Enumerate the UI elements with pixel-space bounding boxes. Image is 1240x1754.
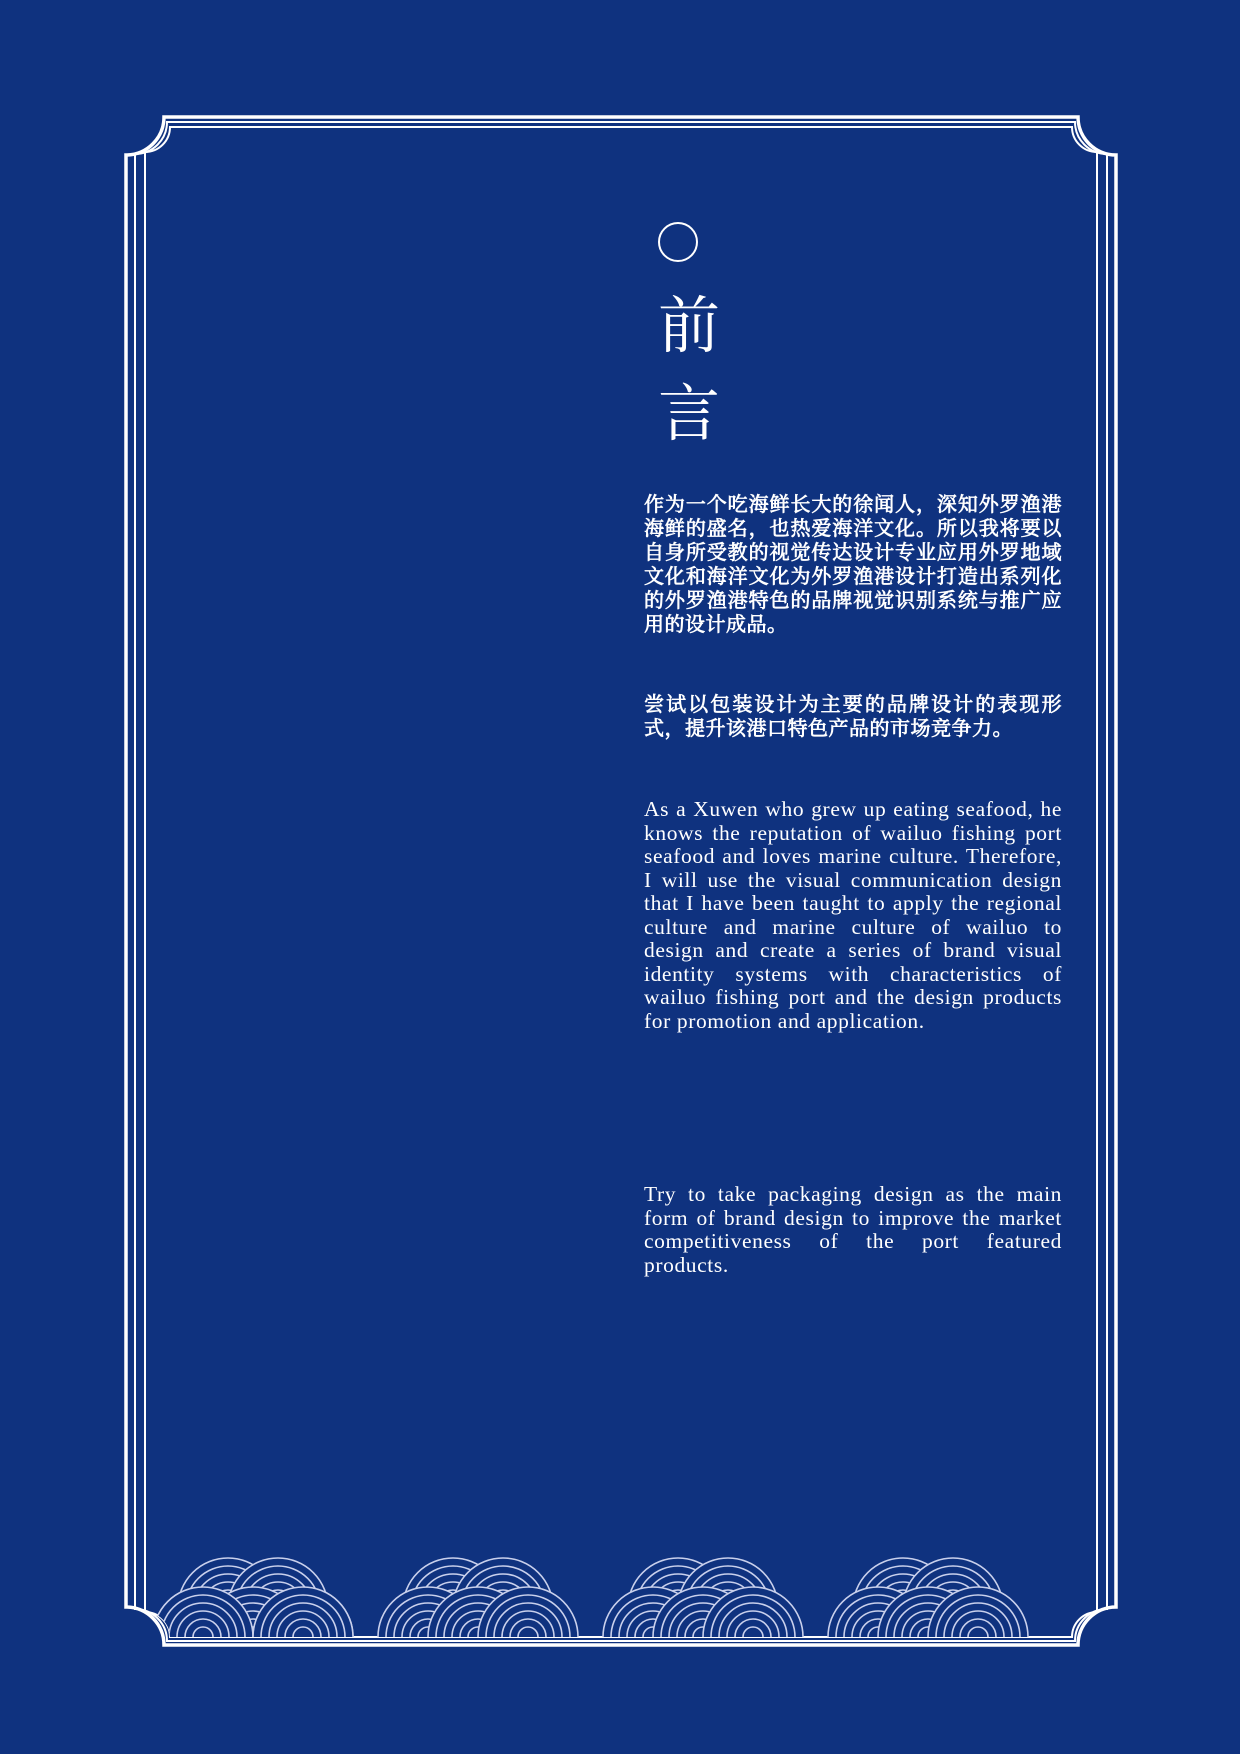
wave-pattern [153,1558,1028,1637]
english-paragraph-1: As a Xuwen who grew up eating seafood, he knows the reputation of wailuo fishing port seafood and loves marine culture. Therefore, I will use the visual communication design that I have been taught to apply the regional culture and marine culture of wailuo to design and create a series of brand visual identity systems with characteristics of wailuo fishing port and the design products for promotion and application. [644,797,1062,1033]
title-char-2: 言 [657,377,720,450]
chinese-paragraph-1: 作为一个吃海鲜长大的徐闻人，深知外罗渔港海鲜的盛名，也热爱海洋文化。所以我将要以自身所受教的视觉传达设计专业应用外罗地域文化和海洋文化为外罗渔港设计打造出系列化的外罗渔港特色的品牌视觉识别系统与推广应用的设计成品。 [644,492,1062,636]
circle-ornament-icon [658,222,698,262]
wave-group-3-icon [603,1558,803,1637]
chinese-paragraph-2: 尝试以包装设计为主要的品牌设计的表现形式，提升该港口特色产品的市场竞争力。 [644,692,1062,740]
wave-group-2-icon [378,1558,578,1637]
page-title [644,282,734,458]
english-paragraph-2: Try to take packaging design as the main form of brand design to improve the market competitiveness of the port featured products. [644,1182,1062,1277]
wave-group-1-icon [153,1558,353,1637]
title-char-1: 前 [657,289,720,362]
wave-group-4-icon [828,1558,1028,1637]
